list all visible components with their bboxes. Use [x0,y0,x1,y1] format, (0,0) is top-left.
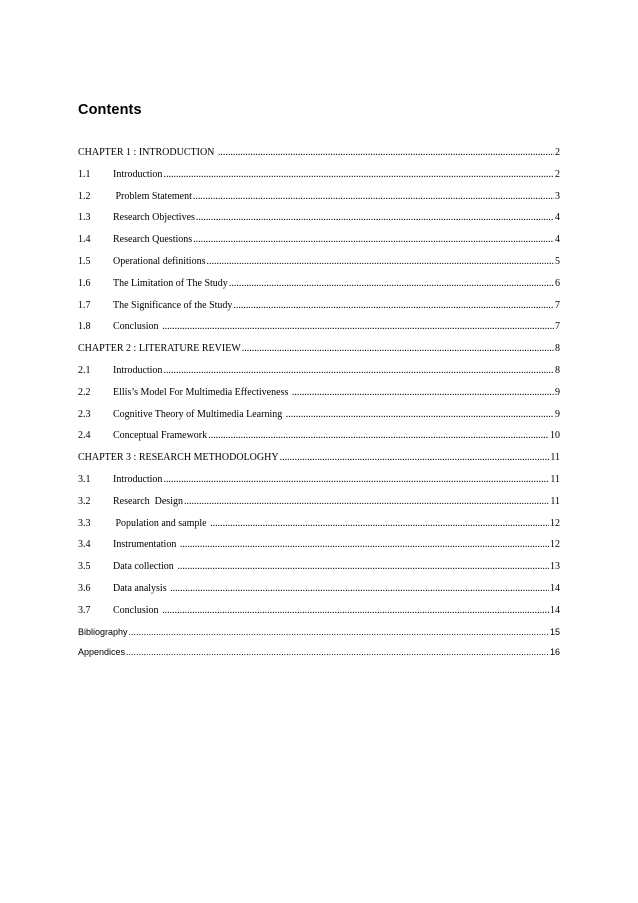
toc-list [78,147,560,668]
toc-entry-title: Instrumentation [113,539,179,551]
toc-entry[interactable] [78,147,560,159]
toc-entry[interactable] [78,212,560,224]
toc-entry-number: 1.5 [78,255,91,267]
toc-dot-leader [163,365,554,377]
toc-entry[interactable] [78,234,560,246]
toc-dot-leader [170,583,549,595]
toc-entry[interactable] [78,539,560,551]
toc-entry-title: Conclusion [113,321,162,333]
toc-entry-number: 1.8 [78,321,91,333]
toc-entry-page-number: 11 [550,473,560,485]
toc-dot-leader [196,212,554,224]
toc-dot-leader [180,539,549,551]
toc-entry-number: 2.1 [78,364,91,376]
toc-entry-page-number: 9 [555,386,560,398]
toc-entry-page-number: 7 [555,321,560,333]
toc-dot-leader [162,321,554,333]
toc-dot-leader [163,169,554,181]
toc-dot-leader [280,452,550,464]
toc-entry-number: 1.4 [78,234,91,246]
toc-entry[interactable] [78,496,560,508]
toc-entry-page-number: 12 [550,539,560,551]
toc-dot-leader [193,234,554,246]
toc-entry-number: 2.4 [78,430,91,442]
toc-dot-leader [218,147,554,159]
toc-entry-page-number: 8 [555,343,560,355]
toc-entry[interactable] [78,474,560,486]
toc-entry[interactable] [78,583,560,595]
toc-entry-page-number: 6 [555,277,560,289]
toc-dot-leader [162,605,549,617]
toc-dot-leader [184,496,549,508]
toc-entry-title: Introduction [113,364,163,376]
toc-entry-number: 1.3 [78,212,91,224]
toc-dot-leader [193,191,554,203]
toc-entry-number: 3.3 [78,517,91,529]
toc-entry-title: The Significance of the Study [113,299,233,311]
toc-entry[interactable] [78,605,560,617]
toc-entry-page-number: 12 [550,517,560,529]
contents-heading: Contents [78,102,142,118]
toc-dot-leader [229,278,554,290]
toc-dot-leader [208,430,549,442]
toc-entry-number: 3.2 [78,495,91,507]
toc-entry[interactable] [78,300,560,312]
toc-entry-title: Conclusion [113,604,162,616]
toc-entry-number: 1.1 [78,168,91,180]
toc-entry-number: 1.6 [78,277,91,289]
toc-entry-number: 2.3 [78,408,91,420]
toc-entry-title: CHAPTER 2 : LITERATURE REVIEW [78,343,241,355]
toc-entry[interactable] [78,321,560,333]
toc-dot-leader [292,387,554,399]
toc-entry-title: Research Objectives [113,212,195,224]
toc-dot-leader [210,518,549,530]
toc-dot-leader [163,474,549,486]
toc-entry-title: Data analysis [113,582,170,594]
toc-entry-number: 3.4 [78,539,91,551]
toc-entry-title: Operational definitions [113,255,206,267]
toc-entry-number: 1.7 [78,299,91,311]
toc-entry-title: CHAPTER 1 : INTRODUCTION [78,147,217,158]
toc-entry-page-number: 5 [555,255,560,267]
toc-entry-page-number: 11 [550,495,560,507]
toc-entry-page-number: 10 [550,430,560,442]
toc-entry[interactable] [78,561,560,573]
toc-dot-leader [177,561,549,573]
toc-entry[interactable] [78,409,560,421]
toc-entry-page-number: 16 [549,647,560,658]
toc-entry-title: Conceptual Framework [113,430,208,442]
toc-entry-page-number: 3 [555,190,560,202]
toc-dot-leader [206,256,554,268]
toc-entry-page-number: 9 [555,408,560,420]
toc-entry-page-number: 7 [555,299,560,311]
toc-entry[interactable] [78,278,560,290]
toc-entry[interactable] [78,191,560,203]
toc-entry-title: Research Questions [113,234,193,246]
toc-entry-page-number: 4 [555,212,560,224]
toc-entry-number: 2.2 [78,386,91,398]
toc-entry[interactable] [78,627,560,639]
toc-entry-title: Introduction [113,168,163,180]
toc-entry-page-number: 11 [550,452,560,464]
toc-dot-leader [126,647,549,659]
toc-entry[interactable] [78,365,560,377]
toc-entry-page-number: 15 [549,626,560,637]
toc-entry-page-number: 4 [555,234,560,246]
toc-entry[interactable] [78,343,560,355]
toc-entry-number: 3.5 [78,561,91,573]
toc-entry-title: The Limitation of The Study [113,277,228,289]
toc-entry[interactable] [78,647,560,659]
toc-entry-title: Appendices [78,647,126,658]
toc-dot-leader [233,300,554,312]
toc-entry-title: Data collection [113,561,177,573]
toc-entry-number: 3.7 [78,604,91,616]
toc-entry-title: Introduction [113,473,163,485]
toc-entry-number: 3.6 [78,582,91,594]
toc-entry-page-number: 2 [555,147,560,158]
toc-dot-leader [242,343,554,355]
toc-entry-title: Problem Statement [113,190,192,202]
toc-entry-title: CHAPTER 3 : RESEARCH METHODOLOGHY [78,452,279,464]
toc-dot-leader [129,627,549,639]
toc-entry-title: Ellis’s Model For Multimedia Effectiveness [113,386,291,398]
toc-entry[interactable] [78,387,560,399]
toc-entry[interactable] [78,256,560,268]
toc-entry-page-number: 14 [550,604,560,616]
toc-entry[interactable] [78,518,560,530]
toc-entry-number: 3.1 [78,473,91,485]
toc-entry-title: Research Design [113,495,183,507]
toc-entry[interactable] [78,452,560,464]
toc-entry-page-number: 8 [555,364,560,376]
toc-entry-title: Cognitive Theory of Multimedia Learning [113,408,285,420]
toc-entry-title: Bibliography [78,626,128,637]
toc-entry[interactable] [78,430,560,442]
toc-dot-leader [286,409,554,421]
toc-entry[interactable] [78,169,560,181]
toc-entry-page-number: 13 [550,561,560,573]
toc-entry-title: Population and sample [113,517,210,529]
toc-entry-number: 1.2 [78,190,91,202]
toc-entry-page-number: 2 [555,168,560,180]
toc-entry-page-number: 14 [550,582,560,594]
